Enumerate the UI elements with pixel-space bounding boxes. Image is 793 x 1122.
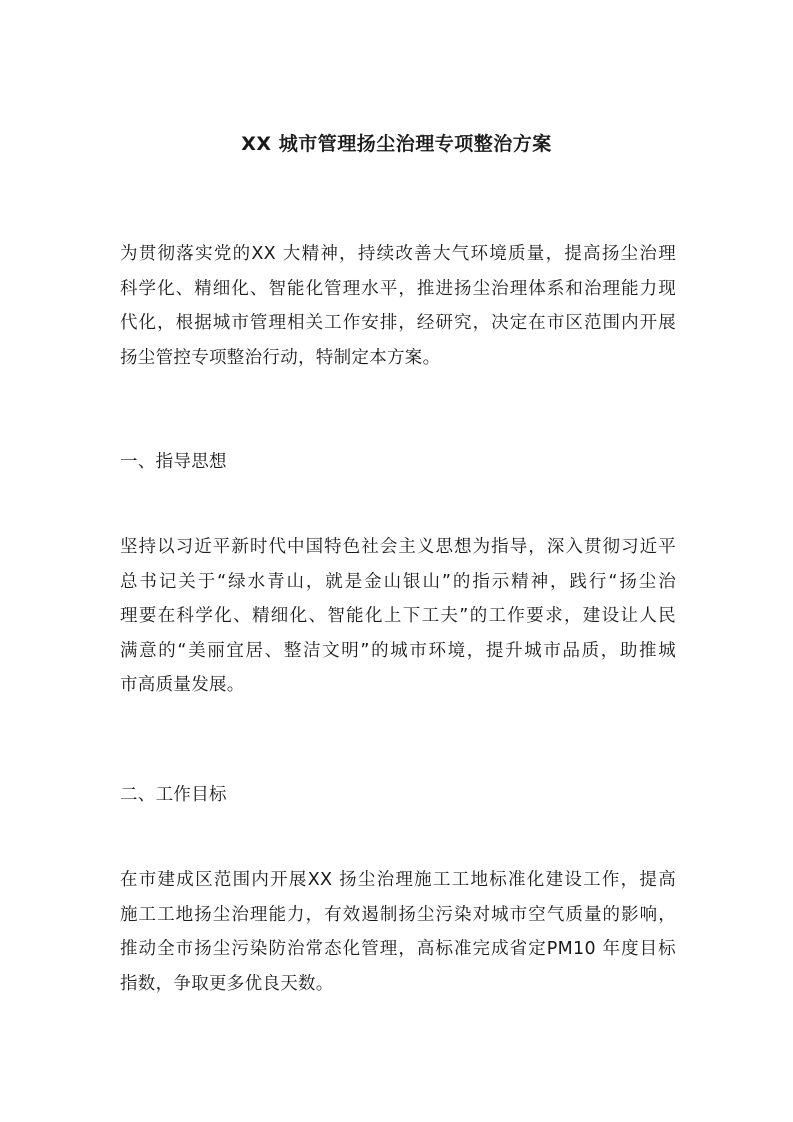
paragraph-line: 施工工地扬尘治理能力，有效遏制扬尘污染对城市空气质量的影响， (120, 904, 676, 925)
paragraph-line: 总书记关于“绿水青山，就是金山银山”的指示精神，践行“扬尘治 (120, 571, 676, 592)
paragraph-line: 坚持以习近平新时代中国特色社会主义思想为指导，深入贯彻习近平 (120, 537, 676, 557)
paragraph-line: 理要在科学化、精细化、智能化上下工夫”的工作要求，建设让人民 (120, 606, 676, 626)
paragraph-line: 市高质量发展。 (120, 675, 245, 695)
document-title: XX 城市管理扬尘治理专项整治方案 (241, 133, 552, 155)
intro-paragraph (120, 237, 676, 375)
paragraph-line: 满意的“美丽宜居、整洁文明”的城市环境，提升城市品质，助推城 (120, 640, 676, 661)
section-heading-work-goals: 二、工作目标 (120, 785, 227, 805)
paragraph-line: 指数，争取更多优良天数。 (120, 973, 334, 994)
paragraph-line: 代化，根据城市管理相关工作安排，经研究，决定在市区范围内开展 (120, 313, 676, 333)
paragraph-line: 推动全市扬尘污染防治常态化管理，高标准完成省定PM10 年度目标 (120, 939, 676, 959)
paragraph-line: 在市建成区范围内开展XX 扬尘治理施工工地标准化建设工作，提高 (120, 870, 676, 890)
paragraph-line: 扬尘管控专项整治行动，特制定本方案。 (120, 347, 441, 368)
section-heading-guiding-ideology: 一、指导思想 (120, 452, 227, 472)
guiding-ideology-paragraph (120, 530, 676, 703)
paragraph-line: 为贯彻落实党的XX 大精神，持续改善大气环境质量，提高扬尘治理 (120, 244, 676, 264)
paragraph-line: 科学化、精细化、智能化管理水平，推进扬尘治理体系和治理能力现 (120, 278, 676, 299)
work-goals-paragraph (120, 863, 676, 1001)
